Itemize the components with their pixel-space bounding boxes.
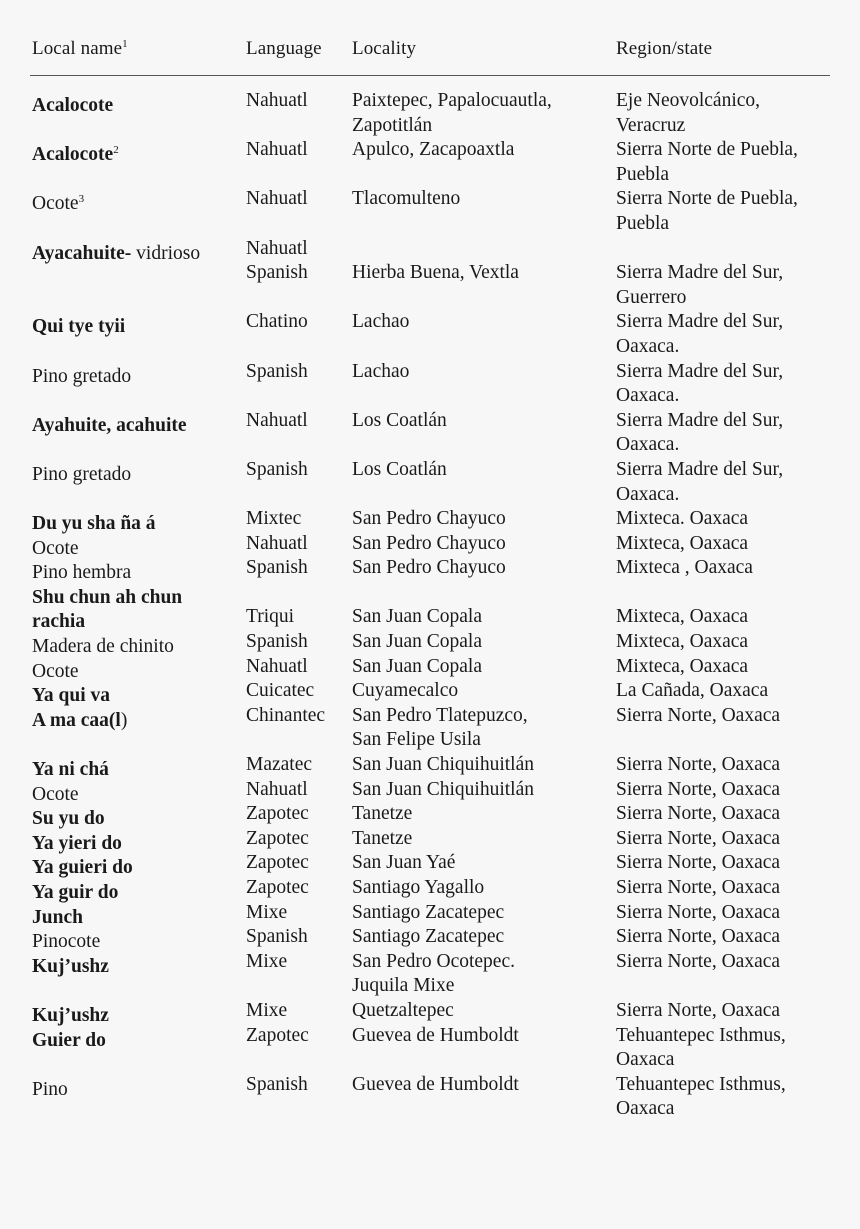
cell-locality: San Pedro Ocotepec. Juquila Mixe	[352, 950, 515, 997]
cell-language: Nahuatl	[246, 778, 308, 800]
cell-region: Tehuantepec Isthmus, Oaxaca	[616, 1024, 786, 1071]
local-name-bold: Ya guieri do	[32, 857, 133, 879]
table-row	[0, 1024, 860, 1073]
local-name-regular: )	[120, 709, 128, 731]
cell-locality: Santiago Yagallo	[352, 877, 485, 898]
local-name-bold: Du yu sha ña á	[32, 513, 156, 535]
table-row	[0, 778, 860, 803]
header-locality: Locality	[352, 38, 417, 59]
cell-local-name	[32, 950, 242, 980]
header-local-name	[32, 38, 128, 60]
local-name-bold: Su yu do	[32, 808, 105, 830]
table-row	[0, 827, 860, 852]
local-name-bold: A ma caa(l	[32, 709, 121, 731]
table-row	[0, 409, 860, 458]
local-name-regular: Pino hembra	[32, 562, 132, 584]
cell-locality: Cuyamecalco	[352, 680, 459, 702]
cell-region: La Cañada, Oaxaca	[616, 680, 769, 702]
cell-language: Zapotec	[246, 1024, 309, 1046]
table-row	[0, 950, 860, 999]
cell-locality: Apulco, Zacapoaxtla	[352, 139, 515, 161]
table-row	[0, 89, 860, 138]
table-row	[0, 679, 860, 707]
table-body	[0, 89, 860, 1122]
cell-region: Sierra Norte, Oaxaca	[616, 827, 781, 849]
cell-language: Chatino	[246, 311, 308, 333]
cell-locality: San Juan Copala	[352, 631, 482, 653]
cell-region: Sierra Madre del Sur, Oaxaca.	[616, 458, 784, 505]
cell-locality: San Juan Chiquihuitlán	[352, 754, 534, 776]
local-name-regular: Madera de chinito	[32, 636, 174, 658]
cell-locality: Lachao	[352, 311, 410, 333]
cell-locality: Guevea de Humboldt	[352, 1073, 519, 1095]
cell-language: Chinantec	[246, 704, 326, 726]
cell-language: Spanish	[246, 557, 308, 579]
header-region: Region/state	[616, 38, 713, 59]
cell-locality: Paixtepec, Papalocuautla, Zapotitlán	[352, 90, 552, 136]
cell-region: Sierra Madre del Sur, Oaxaca.	[616, 360, 784, 407]
cell-locality: Quetzaltepec	[352, 999, 454, 1021]
table-row	[0, 704, 860, 753]
cell-language: Cuicatec	[246, 680, 315, 702]
local-name-regular: Ocote	[32, 660, 79, 682]
local-name-bold: Kuj’ushz	[32, 955, 109, 977]
local-name-bold: rachia	[32, 611, 86, 633]
cell-language: Nahuatl	[246, 655, 308, 677]
cell-language: Nahuatl	[246, 237, 308, 259]
cell-language: Spanish	[246, 926, 308, 948]
cell-region: Sierra Norte, Oaxaca	[616, 778, 781, 800]
cell-region: Mixteca, Oaxaca	[616, 606, 749, 628]
cell-region: Sierra Norte, Oaxaca	[616, 852, 781, 874]
cell-region: Mixteca, Oaxaca	[616, 631, 749, 653]
table-row	[0, 556, 860, 584]
cell-language: Nahuatl	[246, 188, 308, 210]
local-name-bold: Ya ni chá	[32, 759, 109, 781]
local-name-bold: Ya guir do	[32, 882, 119, 903]
cell-region: Sierra Madre del Sur, Guerrero	[616, 262, 784, 308]
cell-locality: San Pedro Chayuco	[352, 557, 506, 579]
cell-locality: San Pedro Chayuco	[352, 532, 506, 554]
local-name-regular: Pino gretado	[32, 463, 132, 485]
table-row	[0, 925, 860, 953]
cell-locality: San Juan Chiquihuitlán	[352, 778, 534, 800]
cell-region: Mixteca, Oaxaca	[616, 655, 749, 677]
header-local-name-text: Local name	[32, 38, 123, 59]
local-name-regular: vidrioso	[131, 242, 201, 264]
cell-locality: San Pedro Chayuco	[352, 508, 506, 530]
cell-region: Sierra Madre del Sur, Oaxaca.	[616, 409, 784, 456]
local-name-bold: Ya yieri do	[32, 832, 122, 854]
cell-region: Sierra Norte de Puebla, Puebla	[616, 188, 798, 234]
cell-language: Zapotec	[246, 877, 309, 898]
local-name-regular: Ocote	[32, 537, 79, 559]
cell-region: Sierra Norte, Oaxaca	[616, 950, 781, 972]
cell-language: Zapotec	[246, 852, 309, 874]
table-row	[0, 532, 860, 557]
table-header	[0, 38, 860, 64]
table-row	[0, 507, 860, 535]
local-name-bold: Ayacahuite-	[32, 242, 132, 264]
table-row	[0, 360, 860, 409]
table-row	[0, 458, 860, 507]
local-name-regular: Ocote	[32, 193, 79, 215]
cell-locality: San Pedro Tlatepuzco, San Felipe Usila	[352, 704, 528, 751]
table-row	[0, 999, 860, 1024]
table-row	[0, 655, 860, 680]
table-row	[0, 851, 860, 879]
cell-local-name	[32, 1024, 242, 1054]
cell-language: Spanish	[246, 1073, 308, 1095]
cell-locality: Santiago Zacatepec	[352, 926, 505, 948]
cell-locality: Lachao	[352, 360, 410, 382]
cell-language: Mixe	[246, 901, 288, 923]
local-name-bold: Acalocote	[32, 144, 114, 166]
cell-region: Sierra Norte, Oaxaca	[616, 877, 781, 898]
local-name-bold: Ayahuite, acahuite	[32, 414, 187, 436]
cell-region: Sierra Norte, Oaxaca	[616, 901, 781, 923]
local-name-bold: Acalocote	[32, 95, 114, 116]
cell-local-name	[32, 360, 242, 390]
local-name-regular: Pino	[32, 1078, 68, 1100]
local-name-bold: Guier do	[32, 1029, 106, 1051]
table-row	[0, 1073, 860, 1122]
cell-region: Mixteca, Oaxaca	[616, 532, 749, 554]
cell-language: Mixe	[246, 950, 288, 972]
cell-language: Mixtec	[246, 508, 302, 530]
cell-region: Sierra Norte de Puebla, Puebla	[616, 139, 798, 185]
cell-locality: Hierba Buena, Vextla	[352, 262, 519, 284]
table-row	[0, 753, 860, 781]
local-name-bold: Ya qui va	[32, 685, 111, 707]
local-name-bold: Kuj’ushz	[32, 1004, 109, 1026]
cell-locality: Tlacomulteno	[352, 188, 461, 210]
cell-language: Mazatec	[246, 754, 313, 776]
cell-language: Spanish	[246, 631, 308, 653]
cell-locality: Tanetze	[352, 803, 413, 825]
cell-local-name	[32, 458, 242, 488]
cell-local-name	[32, 1073, 242, 1103]
cell-local-name	[32, 409, 242, 439]
table-row	[0, 138, 860, 187]
cell-language: Spanish	[246, 360, 308, 382]
cell-language: Nahuatl	[246, 139, 308, 161]
table-row	[0, 187, 860, 236]
cell-locality: Guevea de Humboldt	[352, 1024, 519, 1046]
header-language: Language	[246, 38, 322, 59]
footnote-marker: 2	[113, 144, 119, 157]
cell-locality: Los Coatlán	[352, 458, 447, 480]
cell-language: Mixe	[246, 999, 288, 1021]
table-row	[0, 630, 860, 658]
cell-language: Zapotec	[246, 803, 309, 825]
table-row	[0, 310, 860, 359]
footnote-marker: 3	[78, 193, 85, 206]
cell-language: Zapotec	[246, 827, 309, 849]
local-name-regular: Ocote	[32, 783, 79, 805]
cell-language: Nahuatl	[246, 90, 308, 111]
cell-language: Nahuatl	[246, 532, 308, 554]
cell-region: Sierra Norte, Oaxaca	[616, 803, 781, 825]
table-row	[0, 237, 860, 262]
table-row	[0, 876, 860, 901]
local-name-bold: Qui tye tyii	[32, 316, 126, 338]
local-name-bold: Shu chun ah chun	[32, 586, 183, 608]
local-name-regular: Pinocote	[32, 931, 101, 953]
cell-locality: Santiago Zacatepec	[352, 901, 505, 923]
cell-locality: San Juan Copala	[352, 606, 482, 628]
cell-language: Triqui	[246, 606, 295, 628]
cell-locality: Los Coatlán	[352, 409, 447, 431]
cell-region: Sierra Norte, Oaxaca	[616, 704, 781, 726]
cell-region: Mixteca. Oaxaca	[616, 508, 749, 530]
cell-local-name	[32, 310, 242, 340]
cell-region: Sierra Norte, Oaxaca	[616, 926, 781, 948]
table-row	[0, 901, 860, 926]
cell-locality: San Juan Yaé	[352, 852, 456, 874]
table-row	[0, 802, 860, 830]
local-name-bold: Junch	[32, 906, 83, 928]
table-row	[0, 581, 860, 606]
local-name-regular: Pino gretado	[32, 365, 132, 387]
cell-local-name	[32, 187, 242, 217]
cell-region: Tehuantepec Isthmus, Oaxaca	[616, 1073, 786, 1120]
cell-language: Spanish	[246, 262, 308, 284]
cell-locality: San Juan Copala	[352, 655, 482, 677]
cell-local-name	[32, 138, 242, 168]
cell-local-name	[32, 704, 242, 734]
cell-region: Sierra Norte, Oaxaca	[616, 754, 781, 776]
table-row	[0, 605, 860, 633]
header-divider	[30, 75, 830, 76]
table-row	[0, 261, 860, 310]
cell-language: Spanish	[246, 458, 308, 480]
cell-region: Mixteca , Oaxaca	[616, 557, 753, 579]
footnote-marker: 1	[122, 38, 128, 50]
cell-locality: Tanetze	[352, 827, 413, 849]
cell-region: Sierra Madre del Sur, Oaxaca.	[616, 311, 784, 357]
cell-region: Eje Neovolcánico, Veracruz	[616, 90, 761, 136]
cell-language: Nahuatl	[246, 409, 308, 431]
cell-local-name	[32, 89, 242, 119]
cell-region: Sierra Norte, Oaxaca	[616, 999, 781, 1021]
